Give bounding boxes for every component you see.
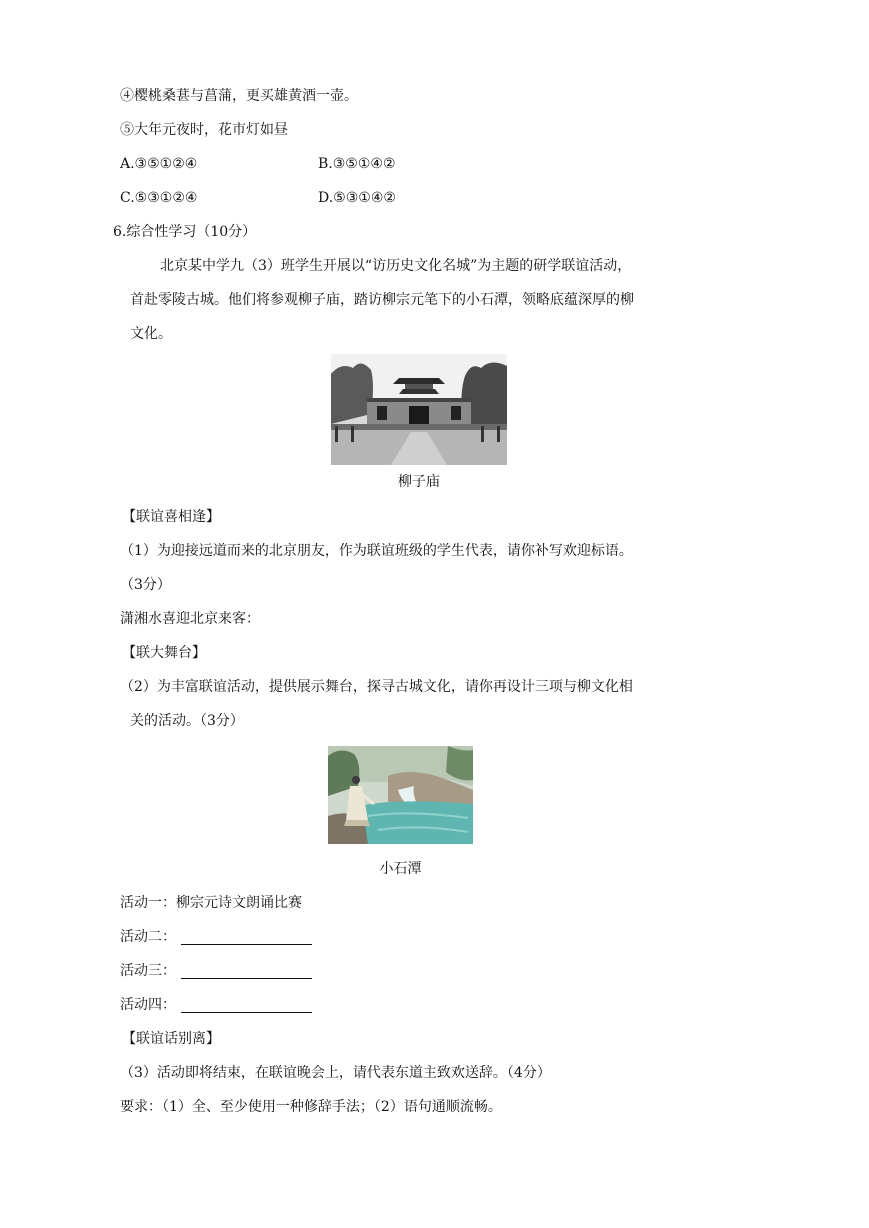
q3-line-1: （3）活动即将结束，在联谊晚会上，请代表东道主致欢送辞。（4分）: [120, 1065, 551, 1081]
choice-a: A.③⑤①②④: [120, 156, 198, 172]
activity-3-blank[interactable]: [181, 978, 312, 979]
section-heading-1: 【联谊喜相逢】: [122, 509, 220, 525]
activity-3-label: 活动三：: [120, 963, 176, 979]
q1-line-3: 潇湘水喜迎北京来客：: [120, 611, 260, 627]
q2-line-2: 关的活动。（3分）: [130, 713, 244, 729]
choice-b: B.③⑤①④②: [318, 156, 396, 172]
activity-2-label: 活动二：: [120, 929, 176, 945]
q2-line-1: （2）为丰富联谊活动，提供展示舞台，探寻古城文化，请你再设计三项与柳文化相: [120, 679, 633, 695]
activity-4-label: 活动四：: [120, 997, 176, 1013]
section-heading-3: 【联谊话别离】: [122, 1031, 220, 1047]
q1-line-1: （1）为迎接远道而来的北京朋友，作为联谊班级的学生代表，请你补写欢迎标语。: [120, 543, 633, 559]
intro-line-2: 首赴零陵古城。他们将参观柳子庙，踏访柳宗元笔下的小石潭，领略底蕴深厚的柳: [130, 292, 634, 308]
q3-line-2: 要求：（1）全、至少使用一种修辞手法；（2）语句通顺流畅。: [120, 1099, 502, 1115]
activity-2-blank[interactable]: [181, 944, 312, 945]
choice-d: D.⑤③①④②: [318, 190, 396, 206]
little-stone-pool-painting: [328, 746, 473, 844]
q1-line-2: （3分）: [120, 577, 171, 593]
section-heading-2: 【联大舞台】: [122, 645, 206, 661]
caption-little-stone-pool: 小石潭: [379, 861, 422, 877]
caption-liuzi-temple: 柳子庙: [398, 474, 440, 490]
intro-line-1: 北京某中学九（3）班学生开展以“访历史文化名城”为主题的研学联谊活动，: [160, 258, 632, 274]
activity-1: 活动一：柳宗元诗文朗诵比赛: [120, 895, 302, 911]
activity-4-blank[interactable]: [181, 1012, 312, 1013]
prev-option-line-4: ④樱桃桑葚与菖蒲，更买雄黄酒一壶。: [120, 88, 358, 104]
prev-option-line-5: ⑤大年元夜时，花市灯如昼: [120, 122, 288, 138]
choice-c: C.⑤③①②④: [120, 190, 198, 206]
question-6-title: 6.综合性学习（10分）: [113, 224, 257, 240]
intro-line-3: 文化。: [130, 326, 172, 342]
liuzi-temple-photo: [331, 354, 507, 465]
